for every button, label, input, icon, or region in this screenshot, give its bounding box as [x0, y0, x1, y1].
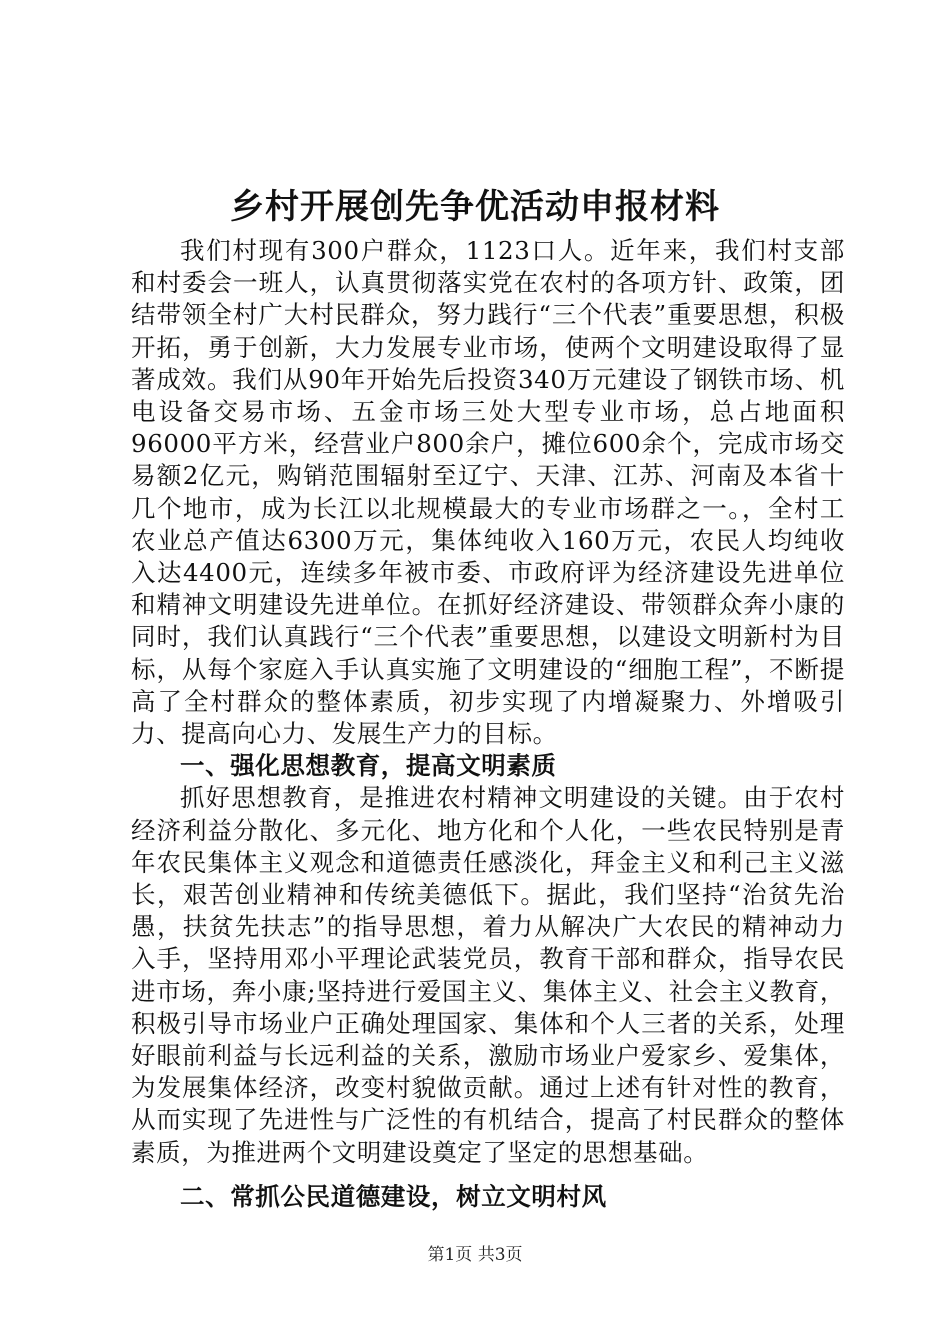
- intro-paragraph: 我们村现有300户群众，1123口人。近年来，我们村支部和村委会一班人，认真贯彻落实党在农村的各项方针、政策，团结带领全村广大村民群众，努力践行“三个代表”重要思想，积极开拓，勇于创新，大力发展专业市场，使两个文明建设取得了显著成效。我们从90年开始先后投资340万元建设了钢铁市场、机电设备交易市场、五金市场三处大型专业市场，总占地面积96000平方米，经营业户800余户，摊位600余个，完成市场交易额2亿元，购销范围辐射至辽宁、天津、江苏、河南及本省十几个地市，成为长江以北规模最大的专业市场群之一。，全村工农业总产值达6300万元，集体纯收入160万元，农民人均纯收入达4400元，连续多年被市委、市政府评为经济建设先进单位和精神文明建设先进单位。在抓好经济建设、带领群众奔小康的同时，我们认真践行“三个代表”重要思想，以建设文明新村为目标，从每个家庭入手认真实施了文明建设的“细胞工程”，不断提高了全村群众的整体素质，初步实现了内增凝聚力、外增吸引力、提高向心力、发展生产力的目标。: [131, 236, 845, 749]
- document-title: 乡村开展创先争优活动申报材料: [230, 187, 720, 227]
- section-heading-2: 二、常抓公民道德建设，树立文明村风: [180, 1181, 607, 1211]
- section-paragraph-1: 抓好思想教育，是推进农村精神文明建设的关键。由于农村经济利益分散化、多元化、地方化和个人化，一些农民特别是青年农民集体主义观念和道德责任感淡化，拜金主义和利己主义滋长，艰苦创业精神和传统美德低下。据此，我们坚持“治贫先治愚，扶贫先扶志”的指导思想，着力从解决广大农民的精神动力入手，坚持用邓小平理论武装党员，教育干部和群众，指导农民进市场，奔小康;坚持进行爱国主义、集体主义、社会主义教育，积极引导市场业户正确处理国家、集体和个人三者的关系，处理好眼前利益与长远利益的关系，激励市场业户爱家乡、爱集体，为发展集体经济，改变村貌做贡献。通过上述有针对性的教育，从而实现了先进性与广泛性的有机结合，提高了村民群众的整体素质，为推进两个文明建设奠定了坚定的思想基础。: [131, 783, 845, 1167]
- page-number-footer: 第1页 共3页: [427, 1245, 523, 1265]
- section-heading-1: 一、强化思想教育，提高文明素质: [180, 751, 557, 781]
- document-body: [131, 235, 845, 1213]
